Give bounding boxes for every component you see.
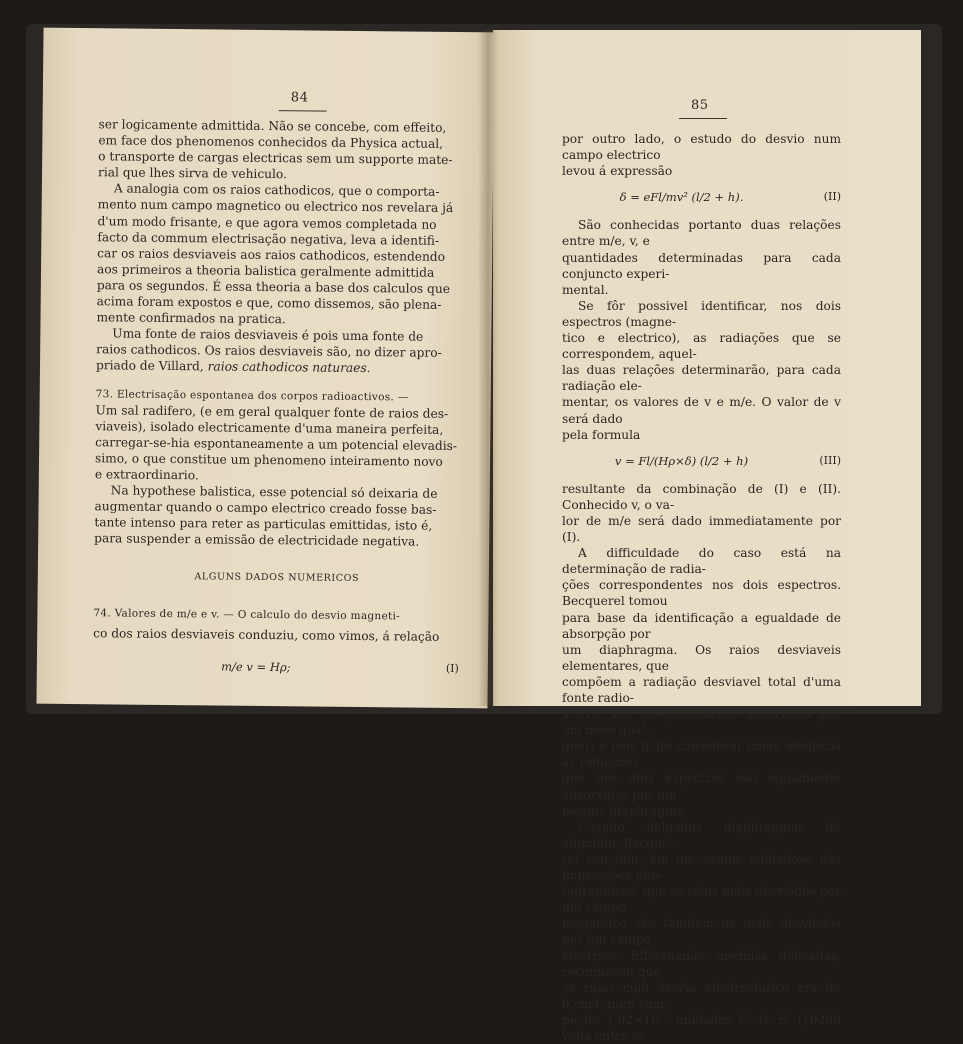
text-line: quantidades determinadas para cada conjuncto experi- [562, 250, 841, 281]
text-line: tante intenso para reter as particulas emittidas, isto é, [94, 515, 433, 534]
text-line: rial que lhes sirva de vehiculo. [97, 165, 288, 182]
text-line: d'um modo frisante, e que agora vemos completada no [97, 213, 437, 232]
text-line: quer; é pois licito considerar como identicas as radiações [562, 739, 841, 770]
text-line: simo, o que constitue um phenomeno inteiramento novo [94, 451, 443, 469]
text-line: car os raios desviaveis aos raios cathodicos, estendendo [97, 245, 446, 264]
text-line: para os segundos. É essa theoria a base dos calculos que [96, 278, 451, 296]
text-line: carregar-se-hia espontaneamente a um potencial elevadis- [95, 435, 458, 453]
text-line: acima foram expostos e que, como dissemos, são plena- [96, 294, 442, 312]
text-line: ser logicamente admittida. Não se concebe, com effeito, [98, 117, 447, 135]
section-73-heading: 73. Electrisação espontanea dos corpos radioactivos. — [95, 387, 409, 403]
text-line: para suspender a emissão de electricidade negativa. [94, 531, 420, 549]
equation-row [562, 453, 841, 469]
text-line: Um sal radifero, (e em geral qualquer fonte de raios des- [95, 402, 449, 421]
villard-quote: raios cathodicos naturaes. [207, 359, 371, 376]
text-line: Se fôr possivel identificar, nos dois espectros (magne- [562, 298, 841, 329]
folio-rule [279, 110, 327, 112]
section-74-heading: 74. Valores de m/e e v. — O calculo do desvio magneti- [93, 606, 401, 622]
text-line: A analogia com os raios cathodicos, que o comporta- [113, 181, 440, 200]
right-body [562, 131, 841, 1044]
book-gutter [478, 30, 498, 706]
text-line: co dos raios desviaveis conduziu, como vimos, á relação [93, 625, 440, 644]
text-line: mente confirmados na pratica. [96, 310, 286, 327]
text-line: e extraordinario. [94, 467, 199, 483]
text-line: augmentar quando o campo electrico creado fosse bas- [94, 499, 437, 517]
page-number: 84 [290, 90, 309, 106]
left-page [36, 28, 494, 709]
text-line: tico e electrico), as radiações que se correspondem, aquel- [562, 331, 841, 362]
text-line: um diaphragma. Os raios desviaveis elementares, que [562, 642, 841, 673]
text-line: rel concluiu, em um exame cuidadoso das impressões pho- [562, 851, 841, 883]
text-line: electrico. Effectuando medidas delicadas, reconheceu que [562, 948, 841, 979]
text-line: mentar, os valores de v e m/e. O valor de v será dado [562, 395, 841, 426]
text-line: levou á expressão [562, 164, 673, 179]
equation-iii: v = Fl/(Hρ×δ) (l/2 + h) [614, 453, 749, 468]
text-line: activa, são deseguialmente absorvidos por um meio qual- [562, 707, 841, 738]
text-line-start: priado de Villard, [95, 358, 204, 374]
page-number: 85 [691, 98, 709, 113]
text-line: aos primeiros a theoria balistica geralmente admittida [96, 262, 435, 280]
text-line: Uma fonte de raios desviaveis é pois uma fonte de [112, 326, 424, 344]
text-line: A difficuldade do caso está na determinação de radia- [562, 546, 841, 577]
equation-i: m/e v = Hρ; [221, 659, 291, 674]
text-line: o transporte de cargas electricas sem um supporte mate- [98, 149, 453, 168]
text-line: mesmo diaphragma. [562, 803, 688, 818]
text-line: magnetico são tambem os mais desviados por um campo [562, 916, 841, 947]
text-line: lor de m/e será dado immediatamente por (I). [562, 513, 841, 545]
text-line: por outro lado, o estudo do desvio num campo electrico [562, 132, 841, 163]
equation-label: (III) [819, 453, 841, 467]
section-subheading: ALGUNS DADOS NUMERICOS [194, 571, 360, 585]
text-line: pela formula [562, 427, 641, 442]
text-line: tographicas, que os raios mais desviados por um campo [562, 884, 841, 915]
text-line: Usando delgados diaphragmas de aluminio, Becque- [562, 819, 841, 850]
text-line: mento num campo magnetico ou electrico nos revelara já [97, 197, 454, 216]
text-line [96, 358, 462, 378]
text-line: resultante da combinação de (I) e (II). Conhecido v, o va- [562, 481, 841, 512]
right-page [493, 30, 921, 1043]
text-line: ções correspondentes nos dois espectros. Becquerel tomou [562, 578, 841, 609]
text-line: os raios cujo desvio electrostatico era de 0,cm4, num cam- [562, 980, 841, 1011]
text-line: po de 1,02×10¹² unidades C. G. S. (10200 volts entre os [562, 1012, 841, 1043]
text-line: para base da identificação a egualdade de absorpção por [562, 610, 841, 641]
equation-label: (I) [445, 661, 459, 675]
text-line: viaveis), isolado electricamente d'uma maneira perfeita, [95, 418, 444, 437]
equation-row [93, 657, 459, 677]
text-line: compõem a radiação desviavel total d'uma fonte radio- [562, 674, 841, 705]
text-line: facto da commum electrisação negativa, leva a identifi- [97, 229, 440, 248]
text-line: em face dos phenomenos conhecidos da Physica actual, [98, 133, 444, 151]
left-body [93, 116, 465, 689]
equation-label: (II) [823, 190, 841, 204]
equation-row [562, 189, 841, 205]
text-line: mental. [562, 282, 609, 297]
equation-ii: δ = eFl/mv² (l/2 + h). [619, 190, 744, 205]
text-line: raios cathodicos. Os raios desviaveis são, no dizer apro- [96, 342, 442, 361]
folio-rule [679, 118, 727, 119]
text-line: que nos dois espectros são egualmente absorvidas por um [562, 771, 841, 802]
text-line: las duas relações determinarão, para cada radiação ele- [562, 363, 841, 394]
text-line: São conhecidas portanto duas relações entre m/e, v, e [562, 218, 841, 249]
text-line: Na hypothese balistica, esse potencial só deixaria de [110, 483, 438, 501]
